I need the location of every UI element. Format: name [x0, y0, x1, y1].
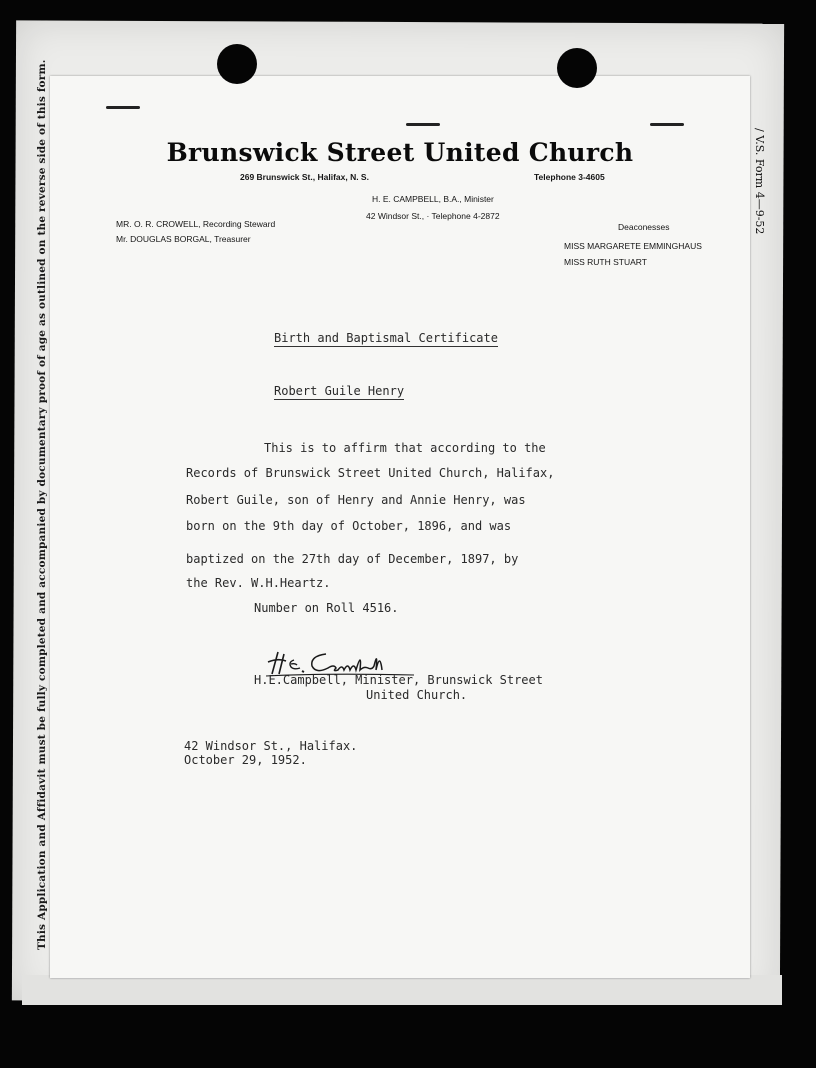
- certificate-body-line: born on the 9th day of October, 1896, and was: [186, 519, 512, 533]
- treasurer: Mr. DOUGLAS BORGAL, Treasurer: [116, 234, 251, 244]
- form-side-instruction: This Application and Affidavit must be fully completed and accompanied by documentary proof of age as outlined on the reverse side of this form.: [36, 59, 48, 950]
- certificate-body-line: baptized on the 27th day of December, 1897, by: [186, 552, 519, 566]
- signer-church-line: United Church.: [366, 688, 468, 702]
- form-number: / V.S. Form 4—9-52: [753, 128, 766, 235]
- church-address: 269 Brunswick St., Halifax, N. S.: [240, 172, 369, 182]
- church-name-heading: Brunswick Street United Church: [166, 138, 634, 167]
- staple-mark: [106, 106, 140, 109]
- punch-hole: [217, 44, 257, 84]
- minister-name: H. E. CAMPBELL, B.A., Minister: [372, 194, 494, 204]
- church-telephone: Telephone 3-4605: [534, 172, 605, 182]
- certificate-date: October 29, 1952.: [184, 753, 307, 767]
- minister-address: 42 Windsor St., · Telephone 4-2872: [366, 211, 500, 221]
- deaconess-name: MISS RUTH STUART: [564, 257, 647, 267]
- form-sheet-bottom-edge: [22, 975, 782, 1005]
- deaconesses-label: Deaconesses: [618, 222, 670, 232]
- certificate-body-line: Records of Brunswick Street United Church, Halifax,: [186, 466, 555, 480]
- certificate-body-line: the Rev. W.H.Heartz.: [186, 576, 331, 590]
- punch-hole: [557, 48, 597, 88]
- staple-mark: [406, 123, 440, 126]
- signer-name-line: H.E.Campbell, Minister, Brunswick Street: [254, 673, 543, 687]
- recording-steward: MR. O. R. CROWELL, Recording Steward: [116, 219, 276, 229]
- certificate-letter: [50, 76, 750, 978]
- certificate-title: Birth and Baptismal Certificate: [274, 331, 498, 345]
- certificate-body-line: This is to affirm that according to the: [264, 441, 546, 455]
- staple-mark: [650, 123, 684, 126]
- certificate-subject-name: Robert Guile Henry: [274, 384, 405, 398]
- roll-number: Number on Roll 4516.: [254, 601, 399, 615]
- certificate-body-line: Robert Guile, son of Henry and Annie Henry, was: [186, 493, 526, 507]
- sender-address: 42 Windsor St., Halifax.: [184, 739, 358, 753]
- deaconess-name: MISS MARGARETE EMMINGHAUS: [564, 241, 702, 251]
